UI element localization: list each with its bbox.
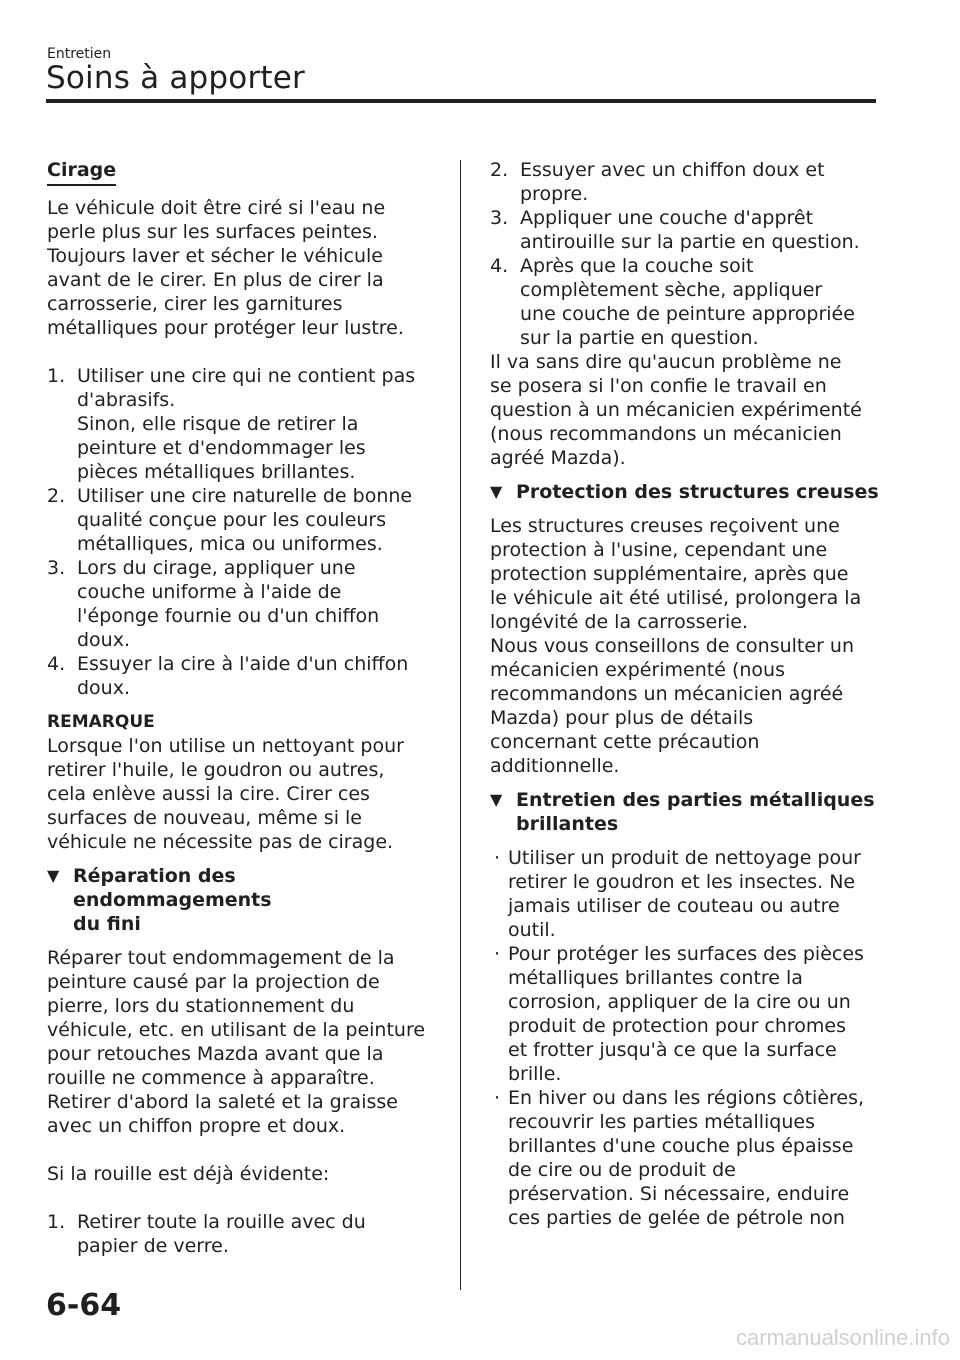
list-item-line: brille. [508,1063,562,1085]
list-item [47,652,437,700]
list-item-line: Utiliser une cire naturelle de bonne [77,485,413,507]
list-item-line: Essuyer la cire à l'aide d'un chiffon [77,653,409,675]
list-item [490,254,880,350]
watermark: carmanualsonline.info [735,1325,950,1350]
list-item-line: Après que la couche soit [520,255,754,277]
list-item [490,158,880,206]
list-item-line: métalliques brillantes contre la [508,967,803,989]
list-item-line: outil. [508,919,556,941]
text-line: véhicule ne nécessite pas de cirage. [47,831,394,853]
list-item-line: doux. [77,629,131,651]
text-line: perle plus sur les surfaces peintes. [47,221,378,243]
list-number: 2. [47,485,66,507]
bullet-icon: · [494,847,501,869]
metal-bullets [490,846,880,1230]
text-line: Mazda) pour plus de détails [490,707,754,729]
list-item [490,942,880,1086]
text-line: pierre, lors du stationnement du [47,995,355,1017]
list-number: 3. [490,207,509,229]
list-item-line: Retirer toute la rouille avec du [77,1211,366,1233]
triangle-marker-icon: ▼ [490,790,503,809]
list-number: 4. [490,255,509,277]
list-item-line: Utiliser un produit de nettoyage pour [508,847,861,869]
list-item-line: Appliquer une couche d'apprêt [520,207,814,229]
page-number: 6-64 [46,1288,122,1323]
list-item-line: de cire ou de produit de [508,1159,736,1181]
text-line: Réparer tout endommagement de la [47,947,395,969]
list-item-line: En hiver ou dans les régions côtières, [508,1087,865,1109]
text-line: recommandons un mécanicien agréé [490,683,844,705]
note-heading: REMARQUE [47,712,155,732]
cirage-steps [47,364,437,700]
text-line: Il va sans dire qu'aucun problème ne [490,351,842,373]
text-line: cela enlève aussi la cire. Cirer ces [47,783,370,805]
triangle-marker-icon: ▼ [47,866,60,885]
list-item-line: brillantes d'une couche plus épaisse [508,1135,854,1157]
text-line: protection à l'usine, cependant une [490,539,828,561]
text-line: Toujours laver et sécher le véhicule [47,245,383,267]
list-number: 3. [47,557,66,579]
list-item-line: propre. [520,183,589,205]
heading-line: du fini [73,913,141,935]
list-item-line: jamais utiliser de couteau ou autre [508,895,840,917]
text-line: Les structures creuses reçoivent une [490,515,840,537]
list-item [47,556,437,652]
text-line: le véhicule ait été utilisé, prolongera la [490,587,862,609]
heading-line: Réparation des endommagements [73,865,272,911]
list-item [47,364,437,484]
list-item-line: peinture et d'endommager les [77,437,366,459]
metal-heading [490,788,880,836]
text-line: retirer l'huile, le goudron ou autres, [47,759,385,781]
left-column [47,158,437,1258]
text-line: métalliques pour protéger leur lustre. [47,317,404,339]
list-item-line: Pour protéger les surfaces des pièces [508,943,864,965]
text-line: protection supplémentaire, après que [490,563,849,585]
repair-text [47,946,437,1138]
list-item-line: Lors du cirage, appliquer une [77,557,356,579]
list-item-line: l'éponge fournie ou d'un chiffon [77,605,380,627]
note-text [47,734,437,854]
bullet-icon: · [494,943,501,965]
list-number: 1. [47,1211,66,1233]
list-item-line: d'abrasifs. [77,389,176,411]
list-item-line: antirouille sur la partie en question. [520,231,860,253]
triangle-marker-icon: ▼ [490,482,503,501]
text-line: agréé Mazda). [490,447,626,469]
list-item-line: une couche de peinture appropriée [520,303,855,325]
list-item-line: couche uniforme à l'aide de [77,581,342,603]
right-column [490,158,880,1230]
list-item-line: retirer le goudron et les insectes. Ne [508,871,856,893]
column-divider [460,160,461,1290]
list-item-line: corrosion, appliquer de la cire ou un [508,991,851,1013]
text-line: carrosserie, cirer les garnitures [47,293,343,315]
text-line: question à un mécanicien expérimenté [490,399,862,421]
list-item-line: Utiliser une cire qui ne contient pas [77,365,416,387]
list-number: 1. [47,365,66,387]
repair-steps-continued [490,158,880,350]
text-line: avec un chiffon propre et doux. [47,1115,346,1137]
heading-line: Protection des structures creuses [516,481,879,503]
header-rule [46,99,876,103]
list-item-line: doux. [77,677,131,699]
list-item-line: ces parties de gelée de pétrole non [508,1207,845,1229]
list-item-line: qualité conçue pour les couleurs [77,509,387,531]
text-line: surfaces de nouveau, même si le [47,807,362,829]
cirage-heading: Cirage [47,158,116,186]
text-line: pour retouches Mazda avant que la [47,1043,384,1065]
text-line: Retirer d'abord la saleté et la graisse [47,1091,398,1113]
text-line: Le véhicule doit être ciré si l'eau ne [47,197,386,219]
text-line: longévité de la carrosserie. [490,611,749,633]
list-item [47,484,437,556]
text-line: Lorsque l'on utilise un nettoyant pour [47,735,404,757]
rust-step [47,1210,437,1258]
list-item-line: pièces métalliques brillantes. [77,461,356,483]
bullet-icon: · [494,1087,501,1109]
list-item-line: Essuyer avec un chiffon doux et [520,159,825,181]
list-item-line: Sinon, elle risque de retirer la [77,413,359,435]
text-line: avant de le cirer. En plus de cirer la [47,269,384,291]
list-item [490,846,880,942]
list-item-line: produit de protection pour chromes [508,1015,847,1037]
text-line: additionnelle. [490,755,620,777]
text-line: peinture causé par la projection de [47,971,380,993]
text-line: véhicule, etc. en utilisant de la peinture [47,1019,426,1041]
rust-line: Si la rouille est déjà évidente: [47,1163,330,1185]
heading-line: Entretien des parties métalliques [516,789,875,811]
hollow-heading [490,480,880,504]
list-number: 4. [47,653,66,675]
cirage-intro [47,196,437,340]
text-line: concernant cette précaution [490,731,760,753]
mechanic-advice-text [490,350,880,470]
list-item-line: complètement sèche, appliquer [520,279,823,301]
repair-heading [47,864,437,936]
list-item-line: sur la partie en question. [520,327,759,349]
text-line: (nous recommandons un mécanicien [490,423,842,445]
page-title: Soins à apporter [46,60,305,96]
list-number: 2. [490,159,509,181]
list-item-line: recouvrir les parties métalliques [508,1111,815,1133]
text-line: Nous vous conseillons de consulter un [490,635,855,657]
text-line: se posera si l'on confie le travail en [490,375,827,397]
heading-line: brillantes [516,813,619,835]
list-item-line: métalliques, mica ou uniformes. [77,533,383,555]
list-item-line: et frotter jusqu'à ce que la surface [508,1039,837,1061]
text-line: mécanicien expérimenté (nous [490,659,785,681]
list-item-line: préservation. Si nécessaire, enduire [508,1183,850,1205]
list-item [490,206,880,254]
list-item-line: papier de verre. [77,1235,229,1257]
text-line: rouille ne commence à apparaître. [47,1067,375,1089]
list-item [47,1210,437,1258]
running-header-section: Entretien [47,46,112,62]
list-item [490,1086,880,1230]
hollow-text [490,514,880,778]
